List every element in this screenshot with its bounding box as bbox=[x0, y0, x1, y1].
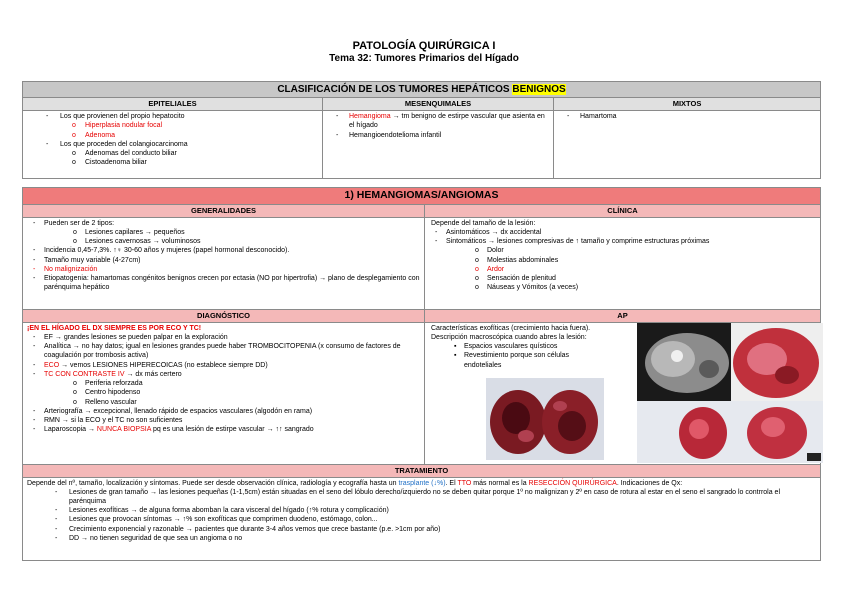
list-item: - EF → grandes lesiones se pueden palpar en la exploración bbox=[27, 333, 420, 342]
tratamiento-intro-mid: . El bbox=[445, 479, 458, 487]
list-item: - Pueden ser de 2 tipos: bbox=[27, 219, 420, 228]
list-item: - Incidencia 0,45-7,3%. ↑♀ 30-60 años y mujeres (papel hormonal desconocido). bbox=[27, 246, 420, 255]
laparoscopia-rest: pq es una lesión de estirpe vascular → ↑↑ sangrado bbox=[151, 426, 314, 434]
mesenquimales-cell bbox=[323, 111, 554, 179]
list-item: - Lesiones que provocan síntomas → ↑% son exofíticas que comprimen duodeno, estómago, colon... bbox=[27, 515, 816, 524]
list-item bbox=[327, 112, 549, 130]
nunca-biopsia: NUNCA BIOPSIA bbox=[96, 426, 151, 434]
list-item bbox=[27, 425, 420, 434]
diagnostico-intro: ¡EN EL HÍGADO EL DX SIEMPRE ES POR ECO Y TC! bbox=[27, 324, 202, 332]
classification-title-text: CLASIFICACIÓN DE LOS TUMORES HEPÁTICOS bbox=[277, 84, 513, 95]
list-item: - Los que provienen del propio hepatocito bbox=[27, 112, 318, 121]
tratamiento-intro-end: . Indicaciones de Qx: bbox=[616, 479, 683, 487]
eco-term: ECO bbox=[44, 361, 60, 369]
list-item bbox=[27, 361, 420, 370]
list-item: - Crecimiento exponencial y razonable → pacientes que durante 3-4 años vemos que crece bastante (p.e. >1cm por año) bbox=[27, 525, 816, 534]
tc-text: → dx más certero bbox=[124, 370, 182, 378]
list-item: - Sintomáticos → lesiones compresivas de ↑ tamaño y comprime estructuras próximas bbox=[429, 237, 816, 246]
list-item: - No malignización bbox=[27, 265, 420, 274]
list-item: - Los que proceden del colangiocarcinoma bbox=[27, 140, 318, 149]
list-item: o Sensación de plenitud bbox=[429, 274, 816, 283]
list-item: - Asintomáticos → dx accidental bbox=[429, 228, 816, 237]
list-item: - Hamartoma bbox=[558, 112, 816, 121]
list-item: o Dolor bbox=[429, 246, 816, 255]
tratamiento-heading: TRATAMIENTO bbox=[23, 464, 821, 477]
list-item: o Ardor bbox=[429, 265, 816, 274]
diagnostico-cell bbox=[23, 322, 425, 464]
list-item: - RMN → si la ECO y el TC no son suficientes bbox=[27, 416, 420, 425]
specimen-photo-sectioned bbox=[486, 378, 604, 460]
clinica-heading: CLÍNICA bbox=[425, 204, 821, 217]
ap-line1: Características exofíticas (crecimiento hacia fuera). bbox=[431, 324, 591, 332]
classification-title bbox=[23, 82, 821, 98]
eco-text: → vemos LESIONES HIPERECOICAS (no establece siempre DD) bbox=[59, 361, 268, 369]
list-item: - DD → no tienen seguridad de que sea un angioma o no bbox=[27, 534, 816, 543]
laparoscopia-text: Laparoscopia → bbox=[44, 426, 97, 434]
tratamiento-cell bbox=[23, 477, 821, 560]
list-item: - Hemangioendotelioma infantil bbox=[327, 131, 549, 140]
clinica-cell bbox=[425, 217, 821, 309]
generalidades-heading: GENERALIDADES bbox=[23, 204, 425, 217]
tto-term: TTO bbox=[457, 479, 472, 487]
hemangioma-term: Hemangioma bbox=[349, 113, 391, 121]
list-item: o Molestias abdominales bbox=[429, 256, 816, 265]
list-item: - Arteriografía → excepcional, llenado rápido de espacios vasculares (algodón en rama) bbox=[27, 407, 420, 416]
benignos-highlight: BENIGNOS bbox=[512, 84, 566, 95]
mixtos-cell bbox=[554, 111, 821, 179]
list-item: - Lesiones de gran tamaño → las lesiones pequeñas (1-1,5cm) están situadas en el seno del lóbulo derecho/izquierdo no se deben quitar porque 1º no malignizan y 2º en caso de rotura al estar en el seno el sangrado lo contrrola el parénquima bbox=[27, 488, 816, 506]
classification-table bbox=[22, 81, 821, 179]
ct-and-specimen-images bbox=[637, 323, 823, 463]
tc-term: TC CON CONTRASTE IV bbox=[44, 370, 125, 378]
list-item: o Adenomas del conducto biliar bbox=[27, 149, 318, 158]
col-mixtos: MIXTOS bbox=[554, 98, 821, 111]
list-item: o Lesiones capilares → pequeños bbox=[27, 228, 420, 237]
list-item bbox=[27, 370, 420, 379]
list-item: - Analítica → no hay datos; igual en lesiones grandes puede haber TROMBOCITOPENIA (x consumo de factores de coagulación por trombosis activa) bbox=[27, 342, 420, 360]
reseccion-term: RESECCIÓN QUIRÚRGICA bbox=[528, 479, 617, 487]
section-title: 1) HEMANGIOMAS/ANGIOMAS bbox=[23, 188, 821, 205]
tratamiento-intro bbox=[27, 479, 816, 488]
epiteliales-cell bbox=[23, 111, 323, 179]
col-epiteliales: EPITELIALES bbox=[23, 98, 323, 111]
generalidades-cell bbox=[23, 217, 425, 309]
list-item: o Hiperplasia nodular focal bbox=[27, 121, 318, 130]
tratamiento-intro-text: Depende del nº, tamaño, localización y síntomas. Puede ser desde observación clínica, radiología y ecografía hasta un bbox=[27, 479, 399, 487]
list-item: o Cistoadenoma biliar bbox=[27, 158, 318, 167]
list-item: - Lesiones exofíticas → de alguna forma abomban la cara visceral del hígado (↑% rotura y complicación) bbox=[27, 506, 816, 515]
list-item: o Periferia reforzada bbox=[27, 379, 420, 388]
list-item: o Adenoma bbox=[27, 131, 318, 140]
list-item: o Relleno vascular bbox=[27, 398, 420, 407]
trasplante-term: trasplante (↓%) bbox=[398, 479, 446, 487]
list-item: ▪ Espacios vasculares quísticos bbox=[429, 342, 816, 351]
clinica-intro: Depende del tamaño de la lesión: bbox=[431, 219, 536, 227]
hemangioma-definition: → tm benigno de estirpe vascular que asienta en el hígado bbox=[349, 113, 545, 130]
tratamiento-intro-mid2: más normal es la bbox=[471, 479, 529, 487]
document-title: PATOLOGÍA QUIRÚRGICA I bbox=[352, 40, 496, 52]
ap-heading: AP bbox=[425, 309, 821, 322]
ap-line2: Descripción macroscópica cuando abres la lesión: bbox=[431, 333, 587, 341]
diagnostico-heading: DIAGNÓSTICO bbox=[23, 309, 425, 322]
list-item: o Náuseas y Vómitos (a veces) bbox=[429, 283, 816, 292]
list-item: o Lesiones cavernosas → voluminosos bbox=[27, 237, 420, 246]
list-item: ▪ Revestimiento porque son células endoteliales bbox=[429, 351, 604, 369]
col-mesenquimales: MESENQUIMALES bbox=[323, 98, 554, 111]
list-item: - Etiopatogenia: hamartomas congénitos benignos crecen por ectasia (NO por hipertrofia) → plano de desplegamiento con parénquima hepático bbox=[27, 274, 420, 292]
list-item: - Tamaño muy variable (4-27cm) bbox=[27, 256, 420, 265]
list-item: o Centro hipodenso bbox=[27, 388, 420, 397]
document-subtitle: Tema 32: Tumores Primarios del Hígado bbox=[329, 53, 519, 64]
